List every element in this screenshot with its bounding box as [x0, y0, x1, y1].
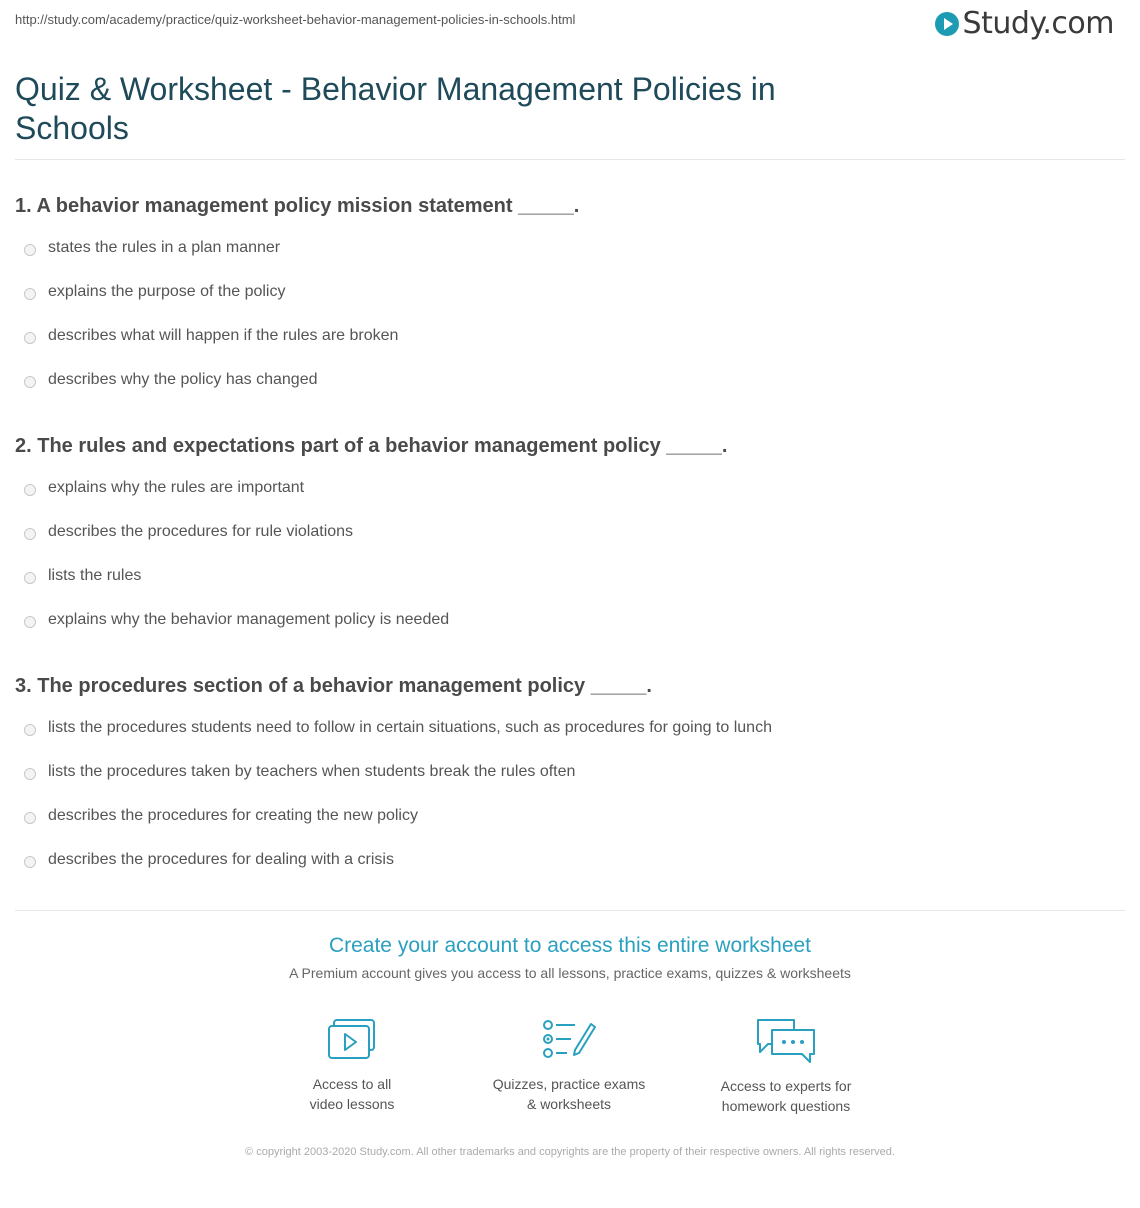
answer-text: describes what will happen if the rules are broken [48, 327, 399, 344]
chat-bubbles-icon [754, 1018, 818, 1064]
feature-text [469, 1074, 669, 1114]
feature-line: Access to all [312, 1076, 392, 1092]
answer-text: describes the procedures for dealing with a crisis [48, 851, 394, 868]
question-title: 2. The rules and expectations part of a behavior management policy _____. [15, 435, 728, 457]
answer-option[interactable] [15, 843, 1115, 887]
premium-description: A Premium account gives you access to all lessons, practice exams, quizzes & worksheets [289, 965, 851, 981]
question-1 [15, 193, 1115, 407]
question-title: 3. The procedures section of a behavior management policy _____. [15, 675, 652, 697]
radio-button[interactable] [24, 244, 36, 256]
feature-line: Access to experts for [720, 1078, 852, 1094]
radio-button[interactable] [24, 528, 36, 540]
answer-text: lists the procedures students need to follow in certain situations, such as procedures for going to lunch [48, 719, 772, 736]
answer-option[interactable] [15, 755, 1115, 799]
answer-text: lists the rules [48, 567, 142, 584]
page-title: Quiz & Worksheet - Behavior Management Policies in Schools [15, 71, 776, 146]
answer-option[interactable] [15, 319, 1115, 363]
answer-text: states the rules in a plan manner [48, 239, 281, 256]
create-account-link[interactable]: Create your account to access this entire worksheet [328, 934, 812, 957]
radio-button[interactable] [24, 376, 36, 388]
radio-button[interactable] [24, 332, 36, 344]
feature-line: & worksheets [526, 1096, 612, 1112]
question-title: 1. A behavior management policy mission statement _____. [15, 195, 580, 217]
play-logo-icon [935, 12, 959, 36]
answer-text: lists the procedures taken by teachers when students break the rules often [48, 763, 576, 780]
radio-button[interactable] [24, 724, 36, 736]
answer-text: explains why the rules are important [48, 479, 305, 496]
page-url: http://study.com/academy/practice/quiz-worksheet-behavior-management-policies-in-schools.html [15, 12, 576, 27]
answer-text: describes the procedures for creating the new policy [48, 807, 418, 824]
feature-text [686, 1076, 886, 1116]
answer-option[interactable] [15, 603, 1115, 647]
copyright-footer: © copyright 2003-2020 Study.com. All other trademarks and copyrights are the property of their respective owners. All rights reserved. [245, 1146, 895, 1158]
study-logo[interactable] [935, 6, 1114, 41]
divider [15, 910, 1125, 911]
answer-option[interactable] [15, 231, 1115, 275]
feature-quizzes [469, 1018, 669, 1114]
answer-option[interactable] [15, 275, 1115, 319]
answer-text: explains why the behavior management policy is needed [48, 611, 450, 628]
radio-button[interactable] [24, 616, 36, 628]
answer-option[interactable] [15, 799, 1115, 843]
answer-text: describes the procedures for rule violations [48, 523, 354, 540]
radio-button[interactable] [24, 288, 36, 300]
answer-option[interactable] [15, 471, 1115, 515]
divider [15, 159, 1125, 160]
answer-text: describes why the policy has changed [48, 371, 318, 388]
quiz-checklist-icon [541, 1018, 597, 1062]
feature-text [252, 1074, 452, 1114]
feature-line: homework questions [721, 1098, 851, 1114]
answer-option[interactable] [15, 363, 1115, 407]
radio-button[interactable] [24, 856, 36, 868]
answer-option[interactable] [15, 711, 1115, 755]
answer-option[interactable] [15, 559, 1115, 603]
feature-video-lessons [252, 1018, 452, 1114]
radio-button[interactable] [24, 484, 36, 496]
logo-text: Study.com [962, 6, 1114, 41]
video-lessons-icon [326, 1018, 378, 1062]
question-3 [15, 673, 1115, 887]
radio-button[interactable] [24, 572, 36, 584]
answer-text: explains the purpose of the policy [48, 283, 286, 300]
feature-experts [686, 1018, 886, 1116]
feature-line: video lessons [309, 1096, 395, 1112]
radio-button[interactable] [24, 768, 36, 780]
radio-button[interactable] [24, 812, 36, 824]
question-2 [15, 433, 1115, 647]
answer-option[interactable] [15, 515, 1115, 559]
feature-line: Quizzes, practice exams [492, 1076, 646, 1092]
